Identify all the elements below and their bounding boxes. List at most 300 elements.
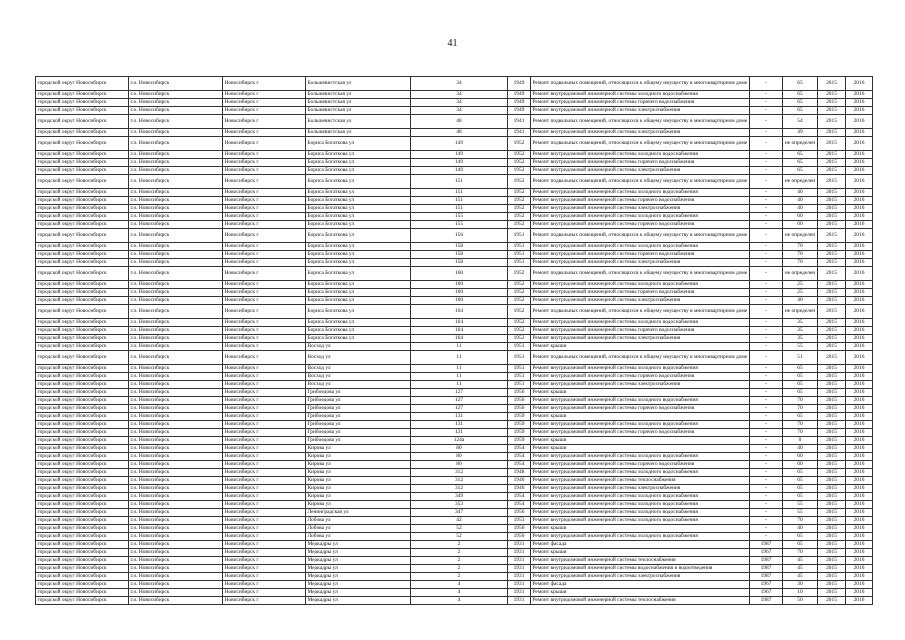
start-year-cell: 2015 <box>818 297 846 305</box>
district-cell: городской округ Новосибирск <box>36 151 129 159</box>
number-cell: 55 <box>783 343 818 351</box>
end-year-cell: 2016 <box>846 589 873 597</box>
number-cell: 45 <box>783 565 818 573</box>
district-cell: городской округ Новосибирск <box>36 167 129 175</box>
end-year-cell: 2016 <box>846 221 873 229</box>
street-cell: Бориса Богаткова ул <box>306 297 411 305</box>
start-year-cell: 2015 <box>818 343 846 351</box>
start-year-cell: 2015 <box>818 533 846 541</box>
district-cell: городской округ Новосибирск <box>36 77 129 91</box>
municipality-cell: г.о. Новосибирск <box>129 389 223 397</box>
district-cell: городской округ Новосибирск <box>36 175 129 189</box>
municipality-cell: г.о. Новосибирск <box>129 493 223 501</box>
street-cell: Бориса Богаткова ул <box>306 175 411 189</box>
work-type-cell: Ремонт внутридомовой инженерной системы теплоснабжения <box>531 477 750 485</box>
start-year-cell: 2015 <box>818 501 846 509</box>
city-cell: Новосибирск г <box>223 115 306 129</box>
start-year-cell: 2015 <box>818 581 846 589</box>
district-cell: городской округ Новосибирск <box>36 573 129 581</box>
district-cell: городской округ Новосибирск <box>36 389 129 397</box>
city-cell: Новосибирск г <box>223 509 306 517</box>
start-year-cell: 2015 <box>818 77 846 91</box>
work-type-cell: Ремонт внутридомовой инженерной системы электроснабжения <box>531 297 750 305</box>
street-cell: Кирова ул <box>306 501 411 509</box>
table-row <box>36 533 873 541</box>
end-year-cell: 2016 <box>846 129 873 137</box>
table-row <box>36 589 873 597</box>
year-built-cell: 1956 <box>508 533 531 541</box>
district-cell: городской округ Новосибирск <box>36 493 129 501</box>
house-cell: 151 <box>411 197 508 205</box>
district-cell: городской округ Новосибирск <box>36 597 129 605</box>
city-cell: Новосибирск г <box>223 549 306 557</box>
municipality-cell: г.о. Новосибирск <box>129 381 223 389</box>
year-built-cell: 1952 <box>508 327 531 335</box>
table-row <box>36 397 873 405</box>
city-cell: Новосибирск г <box>223 151 306 159</box>
municipality-cell: г.о. Новосибирск <box>129 289 223 297</box>
district-cell: городской округ Новосибирск <box>36 351 129 365</box>
work-type-cell: Ремонт подвальных помещений, относящихся к общему имуществу в многоквартирном доме <box>531 115 750 129</box>
number-cell: 65 <box>783 485 818 493</box>
street-cell: Бориса Богаткова ул <box>306 189 411 197</box>
street-cell: Восход ул <box>306 381 411 389</box>
year-built-cell: 1956 <box>508 389 531 397</box>
table-row <box>36 213 873 221</box>
start-year-cell: 2015 <box>818 267 846 281</box>
city-cell: Новосибирск г <box>223 107 306 115</box>
number-cell: 40 <box>783 445 818 453</box>
year-built-cell: 1931 <box>508 565 531 573</box>
start-year-cell: 2015 <box>818 167 846 175</box>
end-year-cell: 2016 <box>846 501 873 509</box>
city-cell: Новосибирск г <box>223 413 306 421</box>
table-row <box>36 477 873 485</box>
district-cell: городской округ Новосибирск <box>36 259 129 267</box>
street-cell: Бориса Богаткова ул <box>306 259 411 267</box>
start-year-cell: 2015 <box>818 437 846 445</box>
city-cell: Новосибирск г <box>223 541 306 549</box>
house-cell: 11 <box>411 373 508 381</box>
work-type-cell: Ремонт крыши <box>531 389 750 397</box>
start-year-cell: 2015 <box>818 137 846 151</box>
district-cell: городской округ Новосибирск <box>36 159 129 167</box>
number-cell: 10 <box>783 589 818 597</box>
table-row <box>36 501 873 509</box>
city-cell: Новосибирск г <box>223 289 306 297</box>
end-year-cell: 2016 <box>846 305 873 319</box>
work-type-cell: Ремонт крыши <box>531 413 750 421</box>
city-cell: Новосибирск г <box>223 167 306 175</box>
value-cell: 1967 <box>750 549 783 557</box>
city-cell: Новосибирск г <box>223 205 306 213</box>
city-cell: Новосибирск г <box>223 437 306 445</box>
street-cell: Грибоедова ул <box>306 429 411 437</box>
work-type-cell: Ремонт внутридомовой инженерной системы горячего водоснабжения <box>531 461 750 469</box>
house-cell: 34 <box>411 91 508 99</box>
municipality-cell: г.о. Новосибирск <box>129 509 223 517</box>
work-type-cell: Ремонт внутридомовой инженерной системы электроснабжения <box>531 205 750 213</box>
city-cell: Новосибирск г <box>223 189 306 197</box>
value-cell: - <box>750 517 783 525</box>
end-year-cell: 2016 <box>846 581 873 589</box>
municipality-cell: г.о. Новосибирск <box>129 397 223 405</box>
municipality-cell: г.о. Новосибирск <box>129 305 223 319</box>
city-cell: Новосибирск г <box>223 469 306 477</box>
value-cell: - <box>750 351 783 365</box>
work-type-cell: Ремонт внутридомовой инженерной системы холодного водоснабжения <box>531 91 750 99</box>
value-cell: - <box>750 343 783 351</box>
city-cell: Новосибирск г <box>223 485 306 493</box>
end-year-cell: 2016 <box>846 373 873 381</box>
work-type-cell: Ремонт внутридомовой инженерной системы электроснабжения <box>531 167 750 175</box>
street-cell: Лобова ул <box>306 533 411 541</box>
district-cell: городской округ Новосибирск <box>36 533 129 541</box>
street-cell: Бориса Богаткова ул <box>306 221 411 229</box>
number-cell: 65 <box>783 381 818 389</box>
year-built-cell: 1946 <box>508 477 531 485</box>
district-cell: городской округ Новосибирск <box>36 281 129 289</box>
year-built-cell: 1949 <box>508 99 531 107</box>
work-type-cell: Ремонт внутридомовой инженерной системы холодного водоснабжения <box>531 243 750 251</box>
number-cell: 60 <box>783 461 818 469</box>
city-cell: Новосибирск г <box>223 343 306 351</box>
end-year-cell: 2016 <box>846 557 873 565</box>
value-cell: - <box>750 77 783 91</box>
number-cell: 25 <box>783 289 818 297</box>
municipality-cell: г.о. Новосибирск <box>129 281 223 289</box>
house-cell: 158 <box>411 243 508 251</box>
start-year-cell: 2015 <box>818 397 846 405</box>
table-row <box>36 461 873 469</box>
table-row <box>36 91 873 99</box>
number-cell: 0 <box>783 437 818 445</box>
city-cell: Новосибирск г <box>223 99 306 107</box>
end-year-cell: 2016 <box>846 485 873 493</box>
year-built-cell: 1951 <box>508 365 531 373</box>
value-cell: - <box>750 159 783 167</box>
number-cell: 70 <box>783 429 818 437</box>
municipality-cell: г.о. Новосибирск <box>129 501 223 509</box>
start-year-cell: 2015 <box>818 421 846 429</box>
city-cell: Новосибирск г <box>223 373 306 381</box>
house-cell: 164 <box>411 335 508 343</box>
number-cell: 65 <box>783 413 818 421</box>
start-year-cell: 2015 <box>818 469 846 477</box>
value-cell: - <box>750 461 783 469</box>
table-row <box>36 469 873 477</box>
house-cell: 131 <box>411 429 508 437</box>
district-cell: городской округ Новосибирск <box>36 413 129 421</box>
municipality-cell: г.о. Новосибирск <box>129 573 223 581</box>
house-cell: 349 <box>411 493 508 501</box>
table-row <box>36 99 873 107</box>
municipality-cell: г.о. Новосибирск <box>129 221 223 229</box>
start-year-cell: 2015 <box>818 221 846 229</box>
start-year-cell: 2015 <box>818 389 846 397</box>
house-cell: 131 <box>411 421 508 429</box>
house-cell: 80 <box>411 453 508 461</box>
value-cell: - <box>750 213 783 221</box>
start-year-cell: 2015 <box>818 205 846 213</box>
street-cell: Бориса Богаткова ул <box>306 327 411 335</box>
end-year-cell: 2016 <box>846 205 873 213</box>
end-year-cell: 2016 <box>846 565 873 573</box>
value-cell: - <box>750 281 783 289</box>
work-type-cell: Ремонт внутридомовой инженерной системы теплоснабжения <box>531 557 750 565</box>
municipality-cell: г.о. Новосибирск <box>129 351 223 365</box>
table-row <box>36 281 873 289</box>
municipality-cell: г.о. Новосибирск <box>129 327 223 335</box>
number-cell: 50 <box>783 597 818 605</box>
table-row <box>36 137 873 151</box>
city-cell: Новосибирск г <box>223 221 306 229</box>
district-cell: городской округ Новосибирск <box>36 557 129 565</box>
work-type-cell: Ремонт внутридомовой инженерной системы холодного водоснабжения <box>531 493 750 501</box>
year-built-cell: 1951 <box>508 381 531 389</box>
value-cell: 1967 <box>750 589 783 597</box>
district-cell: городской округ Новосибирск <box>36 343 129 351</box>
street-cell: Кирова ул <box>306 477 411 485</box>
municipality-cell: г.о. Новосибирск <box>129 557 223 565</box>
house-cell: 151 <box>411 205 508 213</box>
street-cell: Восход ул <box>306 373 411 381</box>
table-row <box>36 373 873 381</box>
district-cell: городской округ Новосибирск <box>36 485 129 493</box>
end-year-cell: 2016 <box>846 243 873 251</box>
house-cell: 34 <box>411 107 508 115</box>
table-row <box>36 107 873 115</box>
number-cell: 45 <box>783 573 818 581</box>
year-built-cell: 1956 <box>508 405 531 413</box>
end-year-cell: 2016 <box>846 437 873 445</box>
number-cell: 65 <box>783 389 818 397</box>
street-cell: Кирова ул <box>306 493 411 501</box>
street-cell: Восход ул <box>306 351 411 365</box>
work-type-cell: Ремонт внутридомовой инженерной системы горячего водоснабжения <box>531 373 750 381</box>
table-row <box>36 437 873 445</box>
year-built-cell: 1951 <box>508 351 531 365</box>
district-cell: городской округ Новосибирск <box>36 581 129 589</box>
district-cell: городской округ Новосибирск <box>36 565 129 573</box>
street-cell: Бориса Богаткова ул <box>306 251 411 259</box>
end-year-cell: 2016 <box>846 477 873 485</box>
end-year-cell: 2016 <box>846 343 873 351</box>
house-cell: 11 <box>411 365 508 373</box>
table-row <box>36 381 873 389</box>
municipality-cell: г.о. Новосибирск <box>129 405 223 413</box>
table-row <box>36 77 873 91</box>
street-cell: Большевистская ул <box>306 129 411 137</box>
district-cell: городской округ Новосибирск <box>36 327 129 335</box>
district-cell: городской округ Новосибирск <box>36 289 129 297</box>
end-year-cell: 2016 <box>846 365 873 373</box>
street-cell: Медкадры ул <box>306 549 411 557</box>
city-cell: Новосибирск г <box>223 137 306 151</box>
city-cell: Новосибирск г <box>223 351 306 365</box>
work-type-cell: Ремонт внутридомовой инженерной системы холодного водоснабжения <box>531 469 750 477</box>
number-cell: не определен <box>783 229 818 243</box>
year-built-cell: 1952 <box>508 175 531 189</box>
end-year-cell: 2016 <box>846 77 873 91</box>
street-cell: Грибоедова ул <box>306 397 411 405</box>
city-cell: Новосибирск г <box>223 297 306 305</box>
district-cell: городской округ Новосибирск <box>36 517 129 525</box>
work-type-cell: Ремонт подвальных помещений, относящихся к общему имуществу в многоквартирном доме <box>531 77 750 91</box>
end-year-cell: 2016 <box>846 167 873 175</box>
municipality-cell: г.о. Новосибирск <box>129 297 223 305</box>
end-year-cell: 2016 <box>846 493 873 501</box>
municipality-cell: г.о. Новосибирск <box>129 175 223 189</box>
value-cell: - <box>750 533 783 541</box>
value-cell: - <box>750 297 783 305</box>
start-year-cell: 2015 <box>818 91 846 99</box>
start-year-cell: 2015 <box>818 365 846 373</box>
district-cell: городской округ Новосибирск <box>36 267 129 281</box>
number-cell: 70 <box>783 517 818 525</box>
house-cell: 312 <box>411 469 508 477</box>
start-year-cell: 2015 <box>818 509 846 517</box>
house-cell: 52 <box>411 533 508 541</box>
year-built-cell: 1931 <box>508 541 531 549</box>
number-cell: 35 <box>783 319 818 327</box>
value-cell: 1987 <box>750 597 783 605</box>
value-cell: - <box>750 335 783 343</box>
city-cell: Новосибирск г <box>223 335 306 343</box>
municipality-cell: г.о. Новосибирск <box>129 565 223 573</box>
municipality-cell: г.о. Новосибирск <box>129 533 223 541</box>
start-year-cell: 2015 <box>818 525 846 533</box>
house-cell: 160 <box>411 289 508 297</box>
value-cell: - <box>750 259 783 267</box>
house-cell: 347 <box>411 509 508 517</box>
district-cell: городской округ Новосибирск <box>36 373 129 381</box>
house-cell: 42 <box>411 517 508 525</box>
city-cell: Новосибирск г <box>223 197 306 205</box>
value-cell: 1987 <box>750 557 783 565</box>
municipality-cell: г.о. Новосибирск <box>129 335 223 343</box>
municipality-cell: г.о. Новосибирск <box>129 485 223 493</box>
end-year-cell: 2016 <box>846 381 873 389</box>
end-year-cell: 2016 <box>846 159 873 167</box>
start-year-cell: 2015 <box>818 229 846 243</box>
year-built-cell: 1952 <box>508 205 531 213</box>
end-year-cell: 2016 <box>846 445 873 453</box>
start-year-cell: 2015 <box>818 429 846 437</box>
start-year-cell: 2015 <box>818 305 846 319</box>
start-year-cell: 2015 <box>818 175 846 189</box>
municipality-cell: г.о. Новосибирск <box>129 137 223 151</box>
house-cell: 149 <box>411 159 508 167</box>
start-year-cell: 2015 <box>818 319 846 327</box>
table-row <box>36 205 873 213</box>
district-cell: городской округ Новосибирск <box>36 221 129 229</box>
district-cell: городской округ Новосибирск <box>36 251 129 259</box>
year-built-cell: 1931 <box>508 573 531 581</box>
table-row <box>36 297 873 305</box>
work-type-cell: Ремонт внутридомовой инженерной системы холодного водоснабжения <box>531 453 750 461</box>
value-cell: - <box>750 405 783 413</box>
table-row <box>36 557 873 565</box>
number-cell: 65 <box>783 167 818 175</box>
work-type-cell: Ремонт крыши <box>531 445 750 453</box>
end-year-cell: 2016 <box>846 289 873 297</box>
street-cell: Грибоедова ул <box>306 389 411 397</box>
value-cell: - <box>750 477 783 485</box>
house-cell: 131 <box>411 413 508 421</box>
work-type-cell: Ремонт внутридомовой инженерной системы горячего водоснабжения <box>531 429 750 437</box>
district-cell: городской округ Новосибирск <box>36 445 129 453</box>
district-cell: городской округ Новосибирск <box>36 91 129 99</box>
city-cell: Новосибирск г <box>223 389 306 397</box>
table-row <box>36 541 873 549</box>
value-cell: - <box>750 115 783 129</box>
end-year-cell: 2016 <box>846 259 873 267</box>
city-cell: Новосибирск г <box>223 251 306 259</box>
municipality-cell: г.о. Новосибирск <box>129 77 223 91</box>
municipality-cell: г.о. Новосибирск <box>129 197 223 205</box>
district-cell: городской округ Новосибирск <box>36 381 129 389</box>
street-cell: Медкадры ул <box>306 565 411 573</box>
end-year-cell: 2016 <box>846 137 873 151</box>
start-year-cell: 2015 <box>818 477 846 485</box>
start-year-cell: 2015 <box>818 549 846 557</box>
year-built-cell: 1931 <box>508 597 531 605</box>
table-row <box>36 251 873 259</box>
district-cell: городской округ Новосибирск <box>36 509 129 517</box>
value-cell: - <box>750 413 783 421</box>
number-cell: не определен <box>783 175 818 189</box>
start-year-cell: 2015 <box>818 351 846 365</box>
end-year-cell: 2016 <box>846 281 873 289</box>
end-year-cell: 2016 <box>846 107 873 115</box>
start-year-cell: 2015 <box>818 129 846 137</box>
work-type-cell: Ремонт внутридомовой инженерной системы горячего водоснабжения <box>531 327 750 335</box>
street-cell: Лобова ул <box>306 525 411 533</box>
work-type-cell: Ремонт подвальных помещений, относящихся к общему имуществу в многоквартирном доме <box>531 137 750 151</box>
end-year-cell: 2016 <box>846 429 873 437</box>
district-cell: городской округ Новосибирск <box>36 549 129 557</box>
year-built-cell: 1941 <box>508 129 531 137</box>
number-cell: 55 <box>783 509 818 517</box>
city-cell: Новосибирск г <box>223 319 306 327</box>
work-type-cell: Ремонт внутридомовой инженерной системы холодного водоснабжения <box>531 319 750 327</box>
table-row <box>36 243 873 251</box>
district-cell: городской округ Новосибирск <box>36 107 129 115</box>
year-built-cell: 1959 <box>508 429 531 437</box>
value-cell: - <box>750 205 783 213</box>
city-cell: Новосибирск г <box>223 573 306 581</box>
municipality-cell: г.о. Новосибирск <box>129 453 223 461</box>
city-cell: Новосибирск г <box>223 129 306 137</box>
street-cell: Медкадры ул <box>306 589 411 597</box>
work-type-cell: Ремонт внутридомовой инженерной системы холодного водоснабжения <box>531 501 750 509</box>
year-built-cell: 1951 <box>508 243 531 251</box>
end-year-cell: 2016 <box>846 469 873 477</box>
street-cell: Большевистская ул <box>306 115 411 129</box>
table-row <box>36 267 873 281</box>
street-cell: Бориса Богаткова ул <box>306 205 411 213</box>
value-cell: - <box>750 445 783 453</box>
number-cell: 25 <box>783 281 818 289</box>
district-cell: городской округ Новосибирск <box>36 589 129 597</box>
district-cell: городской округ Новосибирск <box>36 525 129 533</box>
work-type-cell: Ремонт фасада <box>531 581 750 589</box>
work-type-cell: Ремонт внутридомовой инженерной системы горячего водоснабжения <box>531 221 750 229</box>
street-cell: Бориса Богаткова ул <box>306 137 411 151</box>
number-cell: 40 <box>783 197 818 205</box>
number-cell: 70 <box>783 397 818 405</box>
